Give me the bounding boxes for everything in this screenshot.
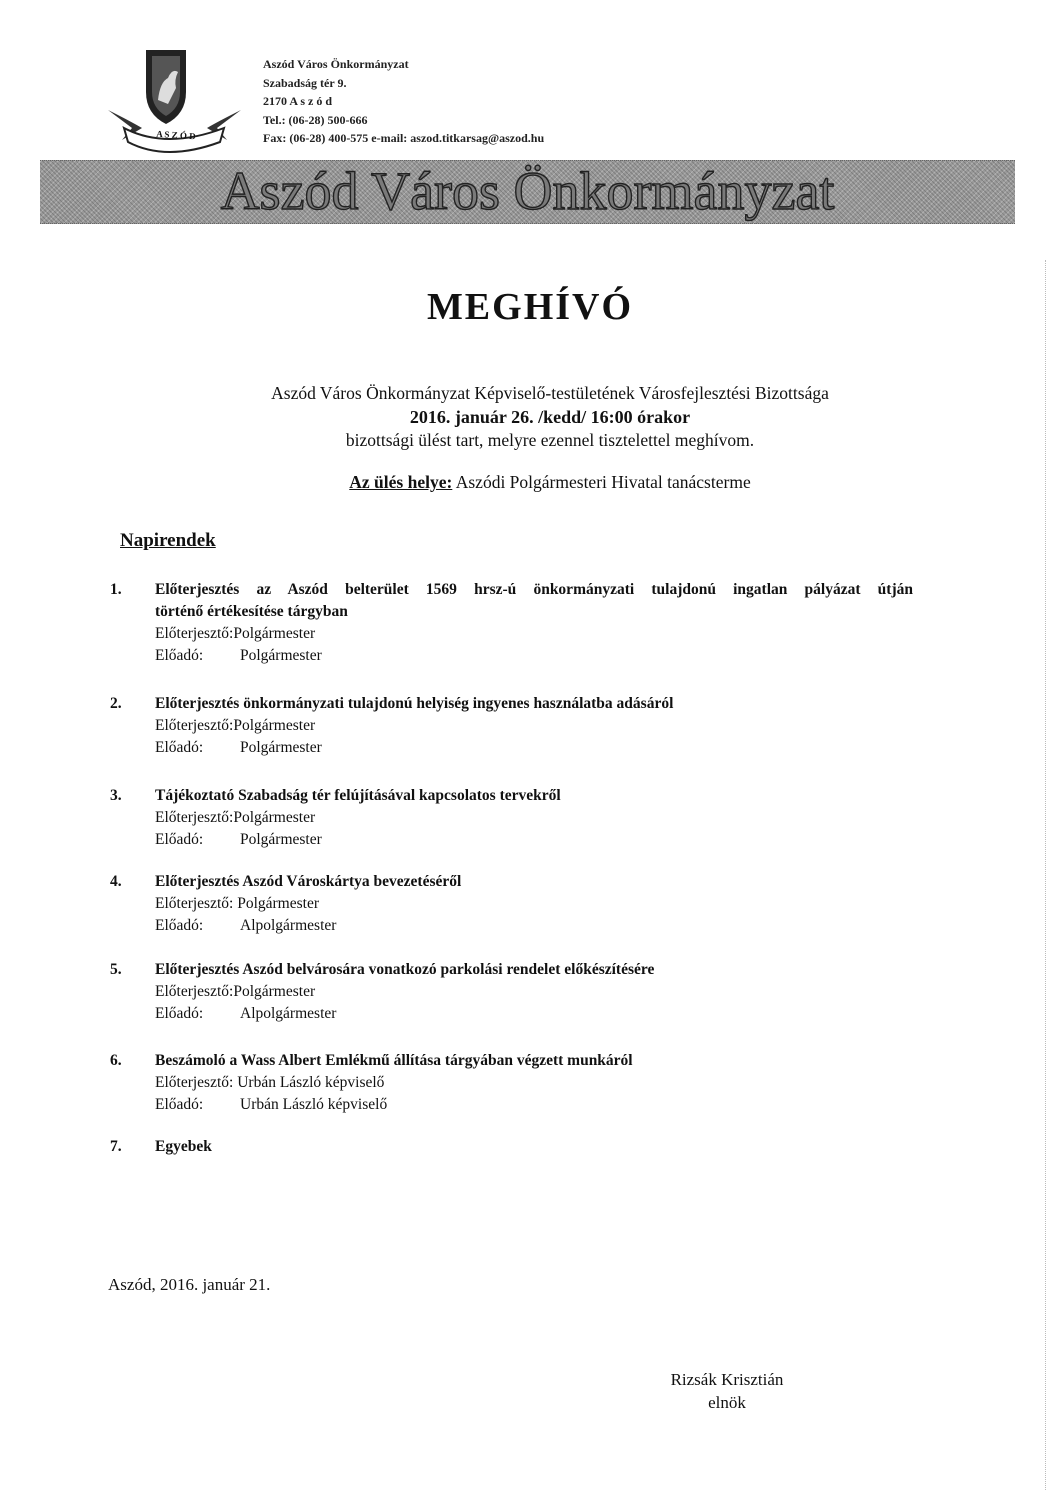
item-number: 5.	[110, 961, 122, 978]
speaker-label: Előadó:	[155, 831, 204, 848]
agenda-item	[110, 959, 654, 1025]
agenda-item	[110, 1136, 212, 1158]
intro-line-1: Aszód Város Önkormányzat Képviselő-testületének Városfejlesztési Bizottsága	[271, 383, 829, 403]
speaker-label: Előadó:	[155, 1096, 204, 1113]
agenda-heading: Napirendek	[120, 530, 216, 551]
speaker-label: Előadó:	[155, 647, 204, 664]
meeting-datetime: 2016. január 26. /kedd/ 16:00 órakor	[409, 407, 691, 427]
item-speaker: Polgármester	[240, 647, 322, 664]
item-number: 3.	[110, 787, 122, 804]
item-presenter: Előterjesztő:Polgármester	[155, 809, 316, 826]
crest-ribbon-text: A S Z Ó D	[155, 128, 197, 142]
item-title: Előterjesztés Aszód Városkártya bevezetéséről	[155, 873, 462, 890]
intro-line-3: bizottsági ülést tart, melyre ezennel tisztelettel meghívom.	[345, 430, 755, 450]
city-crest	[102, 44, 247, 156]
band-title: Aszód Város Önkormányzat	[220, 161, 835, 221]
fax-email: Fax: (06-28) 400-575 e-mail: aszod.titkarsag@aszod.hu	[263, 131, 545, 145]
street: Szabadság tér 9.	[263, 75, 347, 90]
signature-block	[652, 1368, 802, 1414]
item-title: Tájékoztató Szabadság tér felújításával kapcsolatos tervekről	[155, 787, 561, 804]
item-presenter: Előterjesztő:Polgármester	[155, 983, 316, 1000]
speaker-label: Előadó:	[155, 739, 204, 756]
address-block	[263, 55, 544, 148]
agenda-item	[110, 579, 913, 667]
signer-name: Rizsák Krisztián	[670, 1370, 784, 1389]
item-title: Beszámoló a Wass Albert Emlékmű állítása tárgyában végzett munkáról	[155, 1052, 633, 1069]
item-title: Előterjesztés önkormányzati tulajdonú helyiség ingyenes használatba adásáról	[155, 695, 674, 712]
agenda-item	[110, 693, 673, 759]
place-date: Aszód, 2016. január 21.	[108, 1275, 271, 1294]
speaker-label: Előadó:	[155, 917, 204, 934]
agenda-item	[110, 1050, 633, 1116]
speaker-label: Előadó:	[155, 1005, 204, 1022]
phone: Tel.: (06-28) 500-666	[263, 112, 368, 127]
venue-value: Aszódi Polgármesteri Hivatal tanácsterme	[455, 472, 751, 492]
header-band	[40, 160, 1015, 224]
item-title: Egyebek	[155, 1138, 212, 1155]
item-speaker: Alpolgármester	[240, 917, 337, 934]
signer-role: elnök	[708, 1393, 746, 1412]
item-speaker: Alpolgármester	[240, 1005, 337, 1022]
item-speaker: Polgármester	[240, 739, 322, 756]
item-presenter: Előterjesztő:Polgármester	[155, 717, 316, 734]
item-title-cont: történő értékesítése tárgyban	[155, 603, 348, 620]
item-speaker: Polgármester	[240, 831, 322, 848]
venue-line	[0, 472, 1060, 493]
item-number: 6.	[110, 1052, 122, 1069]
item-title: Előterjesztés az Aszód belterület 1569 hrsz-ú önkormányzati tulajdonú ingatlan pályázat útján	[155, 581, 913, 598]
scan-edge	[1043, 260, 1046, 1490]
item-number: 1.	[110, 581, 122, 598]
item-presenter: Előterjesztő: Polgármester	[155, 895, 319, 912]
item-presenter: Előterjesztő: Urbán László képviselő	[155, 1074, 385, 1091]
agenda-item	[110, 785, 561, 851]
item-speaker: Urbán László képviselő	[240, 1096, 388, 1113]
document-title: MEGHÍVÓ	[426, 286, 634, 328]
item-number: 2.	[110, 695, 122, 712]
item-presenter: Előterjesztő:Polgármester	[155, 625, 316, 642]
org-name: Aszód Város Önkormányzat	[263, 57, 409, 71]
city: 2170 A s z ó d	[263, 94, 333, 108]
item-title: Előterjesztés Aszód belvárosára vonatkozó parkolási rendelet előkészítésére	[155, 961, 655, 978]
agenda-item	[110, 871, 461, 937]
item-number: 7.	[110, 1138, 122, 1155]
venue-label: Az ülés helye:	[349, 472, 453, 492]
item-number: 4.	[110, 873, 122, 890]
